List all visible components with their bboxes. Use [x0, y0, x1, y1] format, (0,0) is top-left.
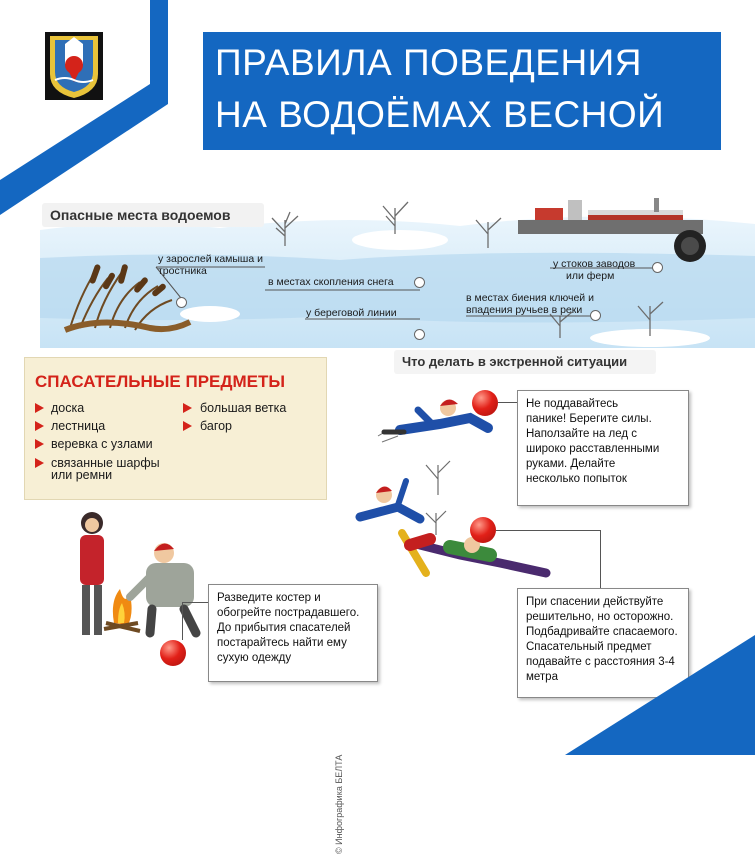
- danger-places-heading: Опасные места водоемов: [42, 203, 264, 227]
- label-factory-1: у стоков заводов: [553, 258, 636, 270]
- coat-of-arms-icon: [45, 32, 103, 100]
- campfire-scene-illustration: [66, 505, 216, 645]
- callout-connector: [496, 530, 600, 531]
- marker-factory: [652, 262, 663, 273]
- label-snow: в местах скопления снега: [268, 276, 394, 288]
- tip1-line: руками. Делайте: [526, 458, 616, 470]
- marker-reeds: [176, 297, 187, 308]
- label-shore: у береговой линии: [306, 307, 397, 319]
- tip2-line: До прибытия спасателей: [217, 622, 351, 634]
- callout-connector: [182, 602, 208, 603]
- tip3-line: Спасательный предмет: [526, 641, 652, 653]
- tip3-line: решительно, но осторожно.: [526, 611, 674, 623]
- bullet-arrow-icon: [35, 403, 44, 413]
- infographic-credit: © Инфографика БЕЛТА: [334, 754, 344, 854]
- tip1-line: широко расставленными: [526, 443, 660, 455]
- title-banner: [203, 32, 721, 150]
- tip3-line: Подбадривайте спасаемого.: [526, 626, 678, 638]
- marker-springs: [590, 310, 601, 321]
- rescue-item-board: доска: [51, 401, 85, 415]
- bullet-arrow-icon: [183, 403, 192, 413]
- rescue-item-ladder: лестница: [51, 419, 106, 433]
- title-line-1: ПРАВИЛА ПОВЕДЕНИЯ: [215, 42, 642, 83]
- rescue-item-belts: или ремни: [51, 468, 113, 482]
- tip-callout-campfire: [208, 584, 378, 682]
- label-factory-2: или ферм: [566, 270, 615, 282]
- tip2-line: обогрейте пострадавшего.: [217, 607, 360, 619]
- tip1-line: Наползайте на лед с: [526, 428, 638, 440]
- label-springs-2: впадения ручьев в реки: [466, 304, 583, 316]
- emergency-heading: Что делать в экстренной ситуации: [394, 350, 656, 374]
- label-springs-1: в местах биения ключей и: [466, 292, 594, 304]
- label-reeds-1: у зарослей камыша и: [158, 253, 263, 265]
- rescue-item-rope: веревка с узлами: [51, 437, 153, 451]
- bullet-arrow-icon: [35, 439, 44, 449]
- rescue-item-branch: большая ветка: [200, 401, 287, 415]
- tip3-line: метра: [526, 671, 558, 683]
- rescue-item-hook: багор: [200, 419, 233, 433]
- rescue-items-title: СПАСАТЕЛЬНЫЕ ПРЕДМЕТЫ: [35, 372, 286, 391]
- bullet-arrow-icon: [183, 421, 192, 431]
- tip1-line: панике! Берегите силы.: [526, 413, 652, 425]
- red-marker-icon: [160, 640, 186, 666]
- marker-shore: [414, 329, 425, 340]
- tip1-line: Не поддавайтесь: [526, 398, 619, 410]
- tip1-line: несколько попыток: [526, 473, 627, 485]
- callout-connector: [600, 530, 601, 588]
- corner-stripe-bottom-right: [555, 635, 755, 755]
- red-marker-icon: [470, 517, 496, 543]
- label-reeds-2: тростника: [158, 265, 207, 277]
- rescue-item-scarves: связанные шарфы: [51, 456, 160, 470]
- tip3-line: подавайте с расстояния 3-4: [526, 656, 675, 668]
- callout-connector: [182, 602, 183, 640]
- marker-snow: [414, 277, 425, 288]
- corner-stripes-top-left: [0, 0, 210, 215]
- bullet-arrow-icon: [35, 421, 44, 431]
- tip2-line: постарайтесь найти ему: [217, 637, 347, 649]
- tip2-line: Разведите костер и: [217, 592, 321, 604]
- bullet-arrow-icon: [35, 458, 44, 468]
- tip3-line: При спасении действуйте: [526, 596, 664, 608]
- tip2-line: сухую одежду: [217, 652, 292, 664]
- tip-callout-crawl: [517, 390, 689, 506]
- red-marker-icon: [472, 390, 498, 416]
- callout-connector: [498, 402, 518, 403]
- title-line-2: НА ВОДОЁМАХ ВЕСНОЙ: [215, 94, 665, 135]
